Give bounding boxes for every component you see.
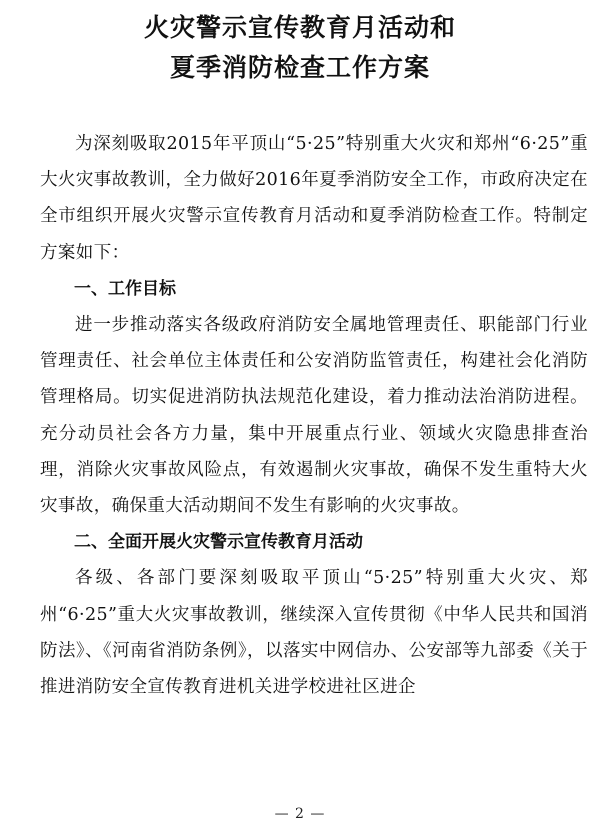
- section-2-paragraph: 各级、各部门要深刻吸取平顶山“5·25”特别重大火灾、郑州“6·25”重大火灾事故教训，继续深入宣传贯彻《中华人民共和国消防法》、《河南省消防条例》，以落实中网信办、公安部等九部委《关于推进消防安全宣传教育进机关进学校进社区进企: [40, 568, 588, 698]
- document-body: [40, 126, 588, 705]
- section-1-paragraph: 进一步推动落实各级政府消防安全属地管理责任、职能部门行业管理责任、社会单位主体责任和公安消防监管责任，构建社会化消防管理格局。切实促进消防执法规范化建设，着力推动法治消防进程。充分动员社会各方力量，集中开展重点行业、领域火灾隐患排查治理，消除火灾事故风险点，有效遏制火灾事故，确保不发生重特大火灾事故，确保重大活动期间不发生有影响的火灾事故。: [40, 315, 588, 517]
- section-1-heading: 一、工作目标: [74, 278, 176, 299]
- document-title-line-2: 夏季消防检查工作方案: [169, 53, 430, 82]
- page-number: — 2 —: [274, 806, 326, 822]
- intro-paragraph: 为深刻吸取2015年平顶山“5·25”特别重大火灾和郑州“6·25”重大火灾事故教训，全力做好2016年夏季消防安全工作，市政府决定在全市组织开展火灾警示宣传教育月活动和夏季消防检查工作。特制定方案如下：: [40, 134, 588, 263]
- section-2-heading: 二、全面开展火灾警示宣传教育月活动: [74, 532, 363, 553]
- document-title-line-1: 火灾警示宣传教育月活动和: [143, 13, 456, 42]
